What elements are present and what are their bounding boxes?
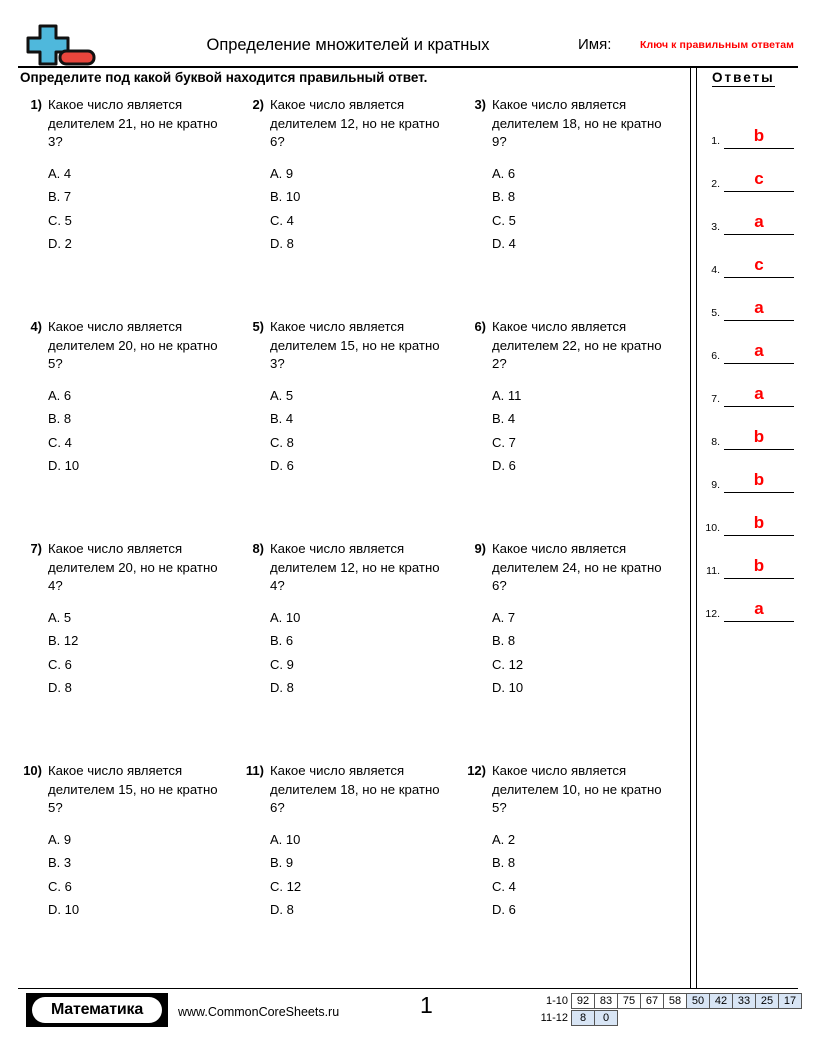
scoring-table [530, 993, 802, 1027]
score-row [530, 1010, 802, 1026]
choice-option[interactable]: C. 5 [492, 212, 516, 228]
choice-list [270, 162, 462, 256]
question-number: 7) [30, 541, 42, 556]
site-url: www.CommonCoreSheets.ru [178, 1005, 340, 1019]
question-body [270, 96, 462, 256]
choice-option[interactable]: B. 8 [492, 855, 516, 870]
question-text: Какое число является делителем 15, но не кратно 5? [48, 763, 218, 815]
question-number: 6) [474, 319, 486, 334]
question-text: Какое число является делителем 21, но не кратно 3? [48, 97, 218, 149]
choice-option[interactable]: A. 10 [270, 831, 301, 847]
question-item [462, 318, 684, 540]
brand-pill [32, 997, 162, 1023]
question-item [18, 762, 240, 984]
choice-option[interactable]: B. 7 [48, 189, 72, 204]
math-plus-minus-logo-icon [18, 22, 104, 68]
page-title: Определение множителей и кратных [206, 36, 490, 54]
choice-option[interactable]: A. 6 [48, 387, 72, 403]
choice-option[interactable]: D. 6 [492, 458, 516, 473]
question-body [48, 318, 240, 478]
question-body [48, 96, 240, 256]
answer-key-list [702, 106, 802, 622]
answer-row [702, 278, 802, 321]
choice-option[interactable]: B. 8 [492, 189, 516, 204]
answer-key-badge: Ключ к правильным ответам [640, 39, 795, 51]
choice-option[interactable]: D. 8 [48, 680, 72, 695]
choice-option[interactable]: D. 10 [48, 458, 80, 473]
question-text: Какое число является делителем 12, но не кратно 6? [270, 97, 440, 149]
question-number: 4) [30, 319, 42, 334]
choice-option[interactable]: C. 4 [270, 212, 294, 228]
page-header [18, 12, 798, 68]
score-cells [572, 1010, 618, 1026]
answer-row [702, 149, 802, 192]
answer-row [702, 536, 802, 579]
question-text: Какое число является делителем 18, но не кратно 9? [492, 97, 662, 149]
choice-option[interactable]: A. 10 [270, 609, 301, 625]
question-row [18, 318, 684, 540]
choice-option[interactable]: B. 4 [270, 411, 294, 426]
answer-value: b [753, 556, 765, 575]
choice-option[interactable]: B. 6 [270, 633, 294, 648]
choice-option[interactable]: A. 5 [48, 609, 72, 625]
choice-option[interactable]: C. 5 [48, 212, 72, 228]
answer-row [702, 579, 802, 622]
footer-divider [18, 988, 798, 989]
answers-heading: Ответы [712, 70, 775, 85]
answer-blank[interactable] [724, 168, 794, 192]
choice-option[interactable]: B. 8 [492, 633, 516, 648]
answer-value: b [753, 470, 765, 489]
score-cell: 33 [732, 993, 756, 1009]
question-body [492, 318, 684, 478]
answer-number: 6. [711, 350, 720, 362]
answer-row [702, 192, 802, 235]
answer-value: c [754, 169, 764, 188]
answer-row [702, 364, 802, 407]
question-number: 8) [252, 541, 264, 556]
choice-option[interactable]: D. 6 [492, 902, 516, 917]
page-number: 1 [420, 992, 433, 1018]
question-item [240, 762, 462, 984]
answer-value: b [753, 427, 765, 446]
answer-number: 7. [711, 393, 720, 405]
choice-list [270, 384, 462, 478]
question-item [18, 96, 240, 318]
question-number: 3) [474, 97, 486, 112]
question-item [462, 762, 684, 984]
answer-row [702, 235, 802, 278]
answer-panel-divider-outer [690, 68, 691, 988]
answer-value: a [754, 599, 764, 618]
choice-list [270, 828, 462, 922]
choice-option[interactable]: D. 2 [48, 236, 72, 251]
question-row [18, 96, 684, 318]
choice-option[interactable]: A. 9 [270, 165, 294, 181]
question-number: 9) [474, 541, 486, 556]
answer-blank[interactable] [724, 512, 794, 536]
question-item [240, 540, 462, 762]
answer-blank[interactable] [724, 340, 794, 364]
question-row [18, 762, 684, 984]
question-body [270, 540, 462, 700]
question-number: 11) [245, 763, 264, 778]
score-cell: 92 [571, 993, 595, 1009]
answer-number: 5. [711, 307, 720, 319]
question-text: Какое число является делителем 10, но не кратно 5? [492, 763, 662, 815]
answer-row [702, 321, 802, 364]
answer-blank[interactable] [724, 211, 794, 235]
answer-blank[interactable] [724, 555, 794, 579]
score-cell: 83 [594, 993, 618, 1009]
question-text: Какое число является делителем 24, но не кратно 6? [492, 541, 662, 593]
choice-list [492, 828, 684, 922]
question-body [48, 762, 240, 922]
question-item [240, 96, 462, 318]
question-text: Какое число является делителем 20, но не кратно 4? [48, 541, 218, 593]
choice-option[interactable]: D. 10 [48, 902, 80, 917]
choice-option[interactable]: D. 4 [492, 236, 516, 251]
answer-number: 9. [711, 479, 720, 491]
brand-badge [26, 993, 168, 1027]
choice-option[interactable]: A. 6 [492, 165, 516, 181]
choice-option[interactable]: C. 12 [270, 878, 302, 894]
score-cell: 75 [617, 993, 641, 1009]
choice-option[interactable]: A. 4 [48, 165, 72, 181]
choice-option[interactable]: B. 3 [48, 855, 72, 870]
score-cells [572, 993, 802, 1009]
choice-option[interactable]: D. 8 [270, 236, 294, 251]
question-item [240, 318, 462, 540]
question-body [48, 540, 240, 700]
answer-number: 8. [711, 436, 720, 448]
answer-row [702, 106, 802, 149]
score-cell: 8 [571, 1010, 595, 1026]
choice-option[interactable]: C. 4 [492, 878, 516, 894]
answer-number: 10. [705, 522, 720, 534]
question-body [492, 762, 684, 922]
answer-value: b [753, 513, 765, 532]
answer-value: c [754, 255, 764, 274]
question-text: Какое число является делителем 20, но не кратно 5? [48, 319, 218, 371]
score-cell: 25 [755, 993, 779, 1009]
score-cell: 58 [663, 993, 687, 1009]
score-cell: 50 [686, 993, 710, 1009]
answer-value: a [754, 384, 764, 403]
answer-blank[interactable] [724, 426, 794, 450]
choice-option[interactable]: B. 9 [270, 855, 294, 870]
question-item [18, 540, 240, 762]
score-cell: 42 [709, 993, 733, 1009]
question-body [492, 96, 684, 256]
question-text: Какое число является делителем 15, но не кратно 3? [270, 319, 440, 371]
name-field-label: Имя: [578, 36, 612, 53]
question-number: 5) [252, 319, 264, 334]
question-text: Какое число является делителем 12, но не кратно 4? [270, 541, 440, 593]
choice-list [48, 828, 240, 922]
choice-list [492, 162, 684, 256]
choice-option[interactable]: B. 10 [270, 189, 301, 204]
answer-value: b [753, 126, 765, 145]
choice-list [492, 606, 684, 700]
answer-blank[interactable] [724, 383, 794, 407]
header-divider [18, 66, 798, 68]
choice-list [48, 384, 240, 478]
choice-option[interactable]: A. 5 [270, 387, 294, 403]
question-item [18, 318, 240, 540]
answer-number: 11. [706, 565, 720, 577]
choice-option[interactable]: C. 7 [492, 434, 516, 450]
choice-option[interactable]: D. 8 [270, 902, 294, 917]
choice-option[interactable]: A. 9 [48, 831, 72, 847]
answer-row [702, 493, 802, 536]
answer-row [702, 407, 802, 450]
choice-option[interactable]: D. 6 [270, 458, 294, 473]
answer-panel-divider-inner [696, 68, 697, 988]
score-cell: 67 [640, 993, 664, 1009]
choice-option[interactable]: A. 7 [492, 609, 516, 625]
question-row [18, 540, 684, 762]
answer-number: 3. [711, 221, 720, 233]
score-cell: 17 [778, 993, 802, 1009]
question-number: 10) [23, 763, 42, 778]
questions-grid [18, 96, 684, 984]
answer-blank[interactable] [724, 469, 794, 493]
answer-blank[interactable] [724, 125, 794, 149]
answer-number: 12. [705, 608, 720, 620]
answer-row [702, 450, 802, 493]
choice-list [270, 606, 462, 700]
brand-label: Математика [50, 1001, 144, 1018]
question-body [270, 762, 462, 922]
choice-option[interactable]: C. 12 [492, 656, 524, 672]
question-text: Какое число является делителем 22, но не кратно 2? [492, 319, 662, 371]
answer-blank[interactable] [724, 297, 794, 321]
answer-blank[interactable] [724, 254, 794, 278]
question-body [492, 540, 684, 700]
question-number: 1) [30, 97, 42, 112]
choice-option[interactable]: B. 4 [492, 411, 516, 426]
choice-option[interactable]: C. 9 [270, 656, 294, 672]
choice-option[interactable]: C. 8 [270, 434, 294, 450]
answer-number: 2. [711, 178, 720, 190]
choice-list [48, 606, 240, 700]
question-body [270, 318, 462, 478]
choice-option[interactable]: C. 4 [48, 434, 72, 450]
choice-option[interactable]: B. 12 [48, 633, 79, 648]
choice-option[interactable]: B. 8 [48, 411, 72, 426]
choice-option[interactable]: C. 6 [48, 878, 72, 894]
answer-value: a [754, 298, 764, 317]
choice-option[interactable]: A. 2 [492, 831, 516, 847]
choice-option[interactable]: D. 10 [492, 680, 524, 695]
choice-list [48, 162, 240, 256]
choice-list [492, 384, 684, 478]
question-number: 2) [252, 97, 264, 112]
choice-option[interactable]: A. 11 [492, 387, 522, 403]
score-row-label: 11-12 [540, 1012, 568, 1024]
answer-blank[interactable] [724, 598, 794, 622]
question-number: 12) [467, 763, 486, 778]
score-cell: 0 [594, 1010, 618, 1026]
score-row-label: 1-10 [545, 995, 568, 1007]
answer-number: 4. [711, 264, 720, 276]
question-item [462, 540, 684, 762]
choice-option[interactable]: C. 6 [48, 656, 72, 672]
score-row [530, 993, 802, 1009]
instructions-text: Определите под какой буквой находится правильный ответ. [20, 70, 428, 85]
answer-value: a [754, 212, 764, 231]
question-item [462, 96, 684, 318]
choice-option[interactable]: D. 8 [270, 680, 294, 695]
answer-number: 1. [711, 135, 720, 147]
question-text: Какое число является делителем 18, но не кратно 6? [270, 763, 440, 815]
answer-value: a [754, 341, 764, 360]
